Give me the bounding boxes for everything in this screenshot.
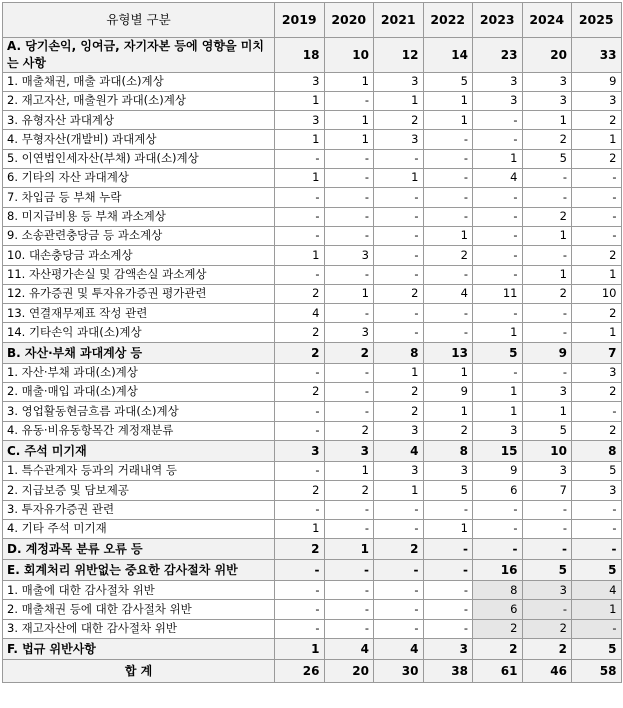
cell-value: 1 [324, 72, 374, 91]
cell-value: 2 [572, 304, 622, 323]
header-year: 2020 [324, 3, 374, 38]
cell-value: 1 [423, 519, 473, 538]
cell-value: 1 [324, 539, 374, 560]
cell-value: 1 [324, 461, 374, 480]
cell-value: - [572, 188, 622, 207]
cell-value: 1 [324, 284, 374, 303]
cell-value: 2 [374, 284, 424, 303]
cell-value: - [275, 207, 325, 226]
cell-value: - [423, 149, 473, 168]
cell-value: 5 [522, 560, 572, 581]
cell-value: - [473, 130, 523, 149]
cell-value: 10 [324, 38, 374, 73]
cell-value: - [374, 188, 424, 207]
table-row [3, 130, 622, 149]
cell-value: 2 [423, 246, 473, 265]
cell-value: - [374, 226, 424, 245]
cell-value: - [324, 519, 374, 538]
cell-value: 2 [572, 421, 622, 440]
cell-value: 1 [324, 111, 374, 130]
cell-value: 2 [275, 323, 325, 342]
cell-value: 3 [473, 72, 523, 91]
cell-value: 3 [423, 639, 473, 660]
cell-value: 1 [572, 130, 622, 149]
cell-value: 5 [423, 72, 473, 91]
cell-value: 2 [473, 619, 523, 638]
cell-value: 3 [275, 440, 325, 461]
total-value: 26 [275, 660, 325, 683]
cell-value: - [374, 500, 424, 519]
cell-value: 3 [473, 421, 523, 440]
cell-value: - [423, 207, 473, 226]
cell-value: 3 [423, 461, 473, 480]
cell-value: 3 [324, 440, 374, 461]
section-row [3, 342, 622, 363]
cell-value: - [572, 402, 622, 421]
cell-value: 7 [522, 481, 572, 500]
cell-value: 4 [374, 639, 424, 660]
cell-value: 1 [522, 111, 572, 130]
cell-value: 3 [522, 91, 572, 110]
table-row [3, 284, 622, 303]
cell-value: 5 [423, 481, 473, 500]
cell-value: - [324, 619, 374, 638]
section-row [3, 560, 622, 581]
cell-value: - [374, 323, 424, 342]
cell-value: - [374, 149, 424, 168]
cell-value: 3 [522, 383, 572, 402]
cell-value: 23 [473, 38, 523, 73]
cell-value: 2 [275, 342, 325, 363]
cell-value: 2 [522, 639, 572, 660]
header-category: 유형별 구분 [3, 3, 275, 38]
row-label: 12. 유가증권 및 투자유가증권 평가관련 [3, 284, 275, 303]
row-label: 6. 기타의 자산 과대계상 [3, 169, 275, 188]
cell-value: - [522, 323, 572, 342]
cell-value: - [522, 500, 572, 519]
cell-value: - [473, 111, 523, 130]
cell-value: 8 [473, 581, 523, 600]
cell-value: 2 [572, 246, 622, 265]
cell-value: 1 [324, 130, 374, 149]
cell-value: - [522, 169, 572, 188]
cell-value: - [324, 149, 374, 168]
cell-value: 9 [572, 72, 622, 91]
cell-value: 13 [423, 342, 473, 363]
cell-value: 2 [572, 383, 622, 402]
row-label: 1. 매출에 대한 감사절차 위반 [3, 581, 275, 600]
cell-value: - [572, 500, 622, 519]
cell-value: - [275, 265, 325, 284]
cell-value: - [374, 600, 424, 619]
cell-value: 2 [374, 402, 424, 421]
section-label: E. 회계처리 위반없는 중요한 감사절차 위반 [3, 560, 275, 581]
cell-value: - [572, 539, 622, 560]
row-label: 8. 미지급비용 등 부채 과소계상 [3, 207, 275, 226]
row-label: 5. 이연법인세자산(부채) 과대(소)계상 [3, 149, 275, 168]
cell-value: 5 [473, 342, 523, 363]
cell-value: 1 [423, 226, 473, 245]
cell-value: - [275, 149, 325, 168]
cell-value: - [275, 421, 325, 440]
cell-value: - [275, 461, 325, 480]
cell-value: - [473, 246, 523, 265]
cell-value: 18 [275, 38, 325, 73]
cell-value: 1 [275, 246, 325, 265]
table-row [3, 304, 622, 323]
table-row [3, 402, 622, 421]
cell-value: - [324, 91, 374, 110]
total-value: 46 [522, 660, 572, 683]
table-row [3, 323, 622, 342]
row-label: 4. 기타 주석 미기재 [3, 519, 275, 538]
table-row [3, 246, 622, 265]
cell-value: 3 [522, 461, 572, 480]
row-label: 4. 유동·비유동항목간 계정재분류 [3, 421, 275, 440]
cell-value: - [473, 265, 523, 284]
cell-value: - [324, 207, 374, 226]
cell-value: 4 [473, 169, 523, 188]
cell-value: - [572, 169, 622, 188]
section-label: A. 당기손익, 잉여금, 자기자본 등에 영향을 미치는 사항 [3, 38, 275, 73]
cell-value: 3 [275, 111, 325, 130]
cell-value: 5 [522, 149, 572, 168]
cell-value: 1 [374, 91, 424, 110]
cell-value: 3 [324, 323, 374, 342]
cell-value: 2 [374, 383, 424, 402]
cell-value: 1 [275, 130, 325, 149]
cell-value: 2 [374, 539, 424, 560]
row-label: 3. 유형자산 과대계상 [3, 111, 275, 130]
total-value: 30 [374, 660, 424, 683]
cell-value: - [324, 226, 374, 245]
cell-value: 12 [374, 38, 424, 73]
cell-value: - [374, 207, 424, 226]
cell-value: 15 [473, 440, 523, 461]
cell-value: 3 [374, 130, 424, 149]
table-row [3, 226, 622, 245]
cell-value: 1 [473, 383, 523, 402]
cell-value: 1 [473, 149, 523, 168]
cell-value: 2 [275, 481, 325, 500]
cell-value: - [522, 363, 572, 382]
header-year: 2025 [572, 3, 622, 38]
table-row [3, 265, 622, 284]
cell-value: - [275, 619, 325, 638]
cell-value: 9 [423, 383, 473, 402]
cell-value: 1 [423, 363, 473, 382]
cell-value: - [324, 188, 374, 207]
cell-value: 2 [572, 111, 622, 130]
row-label: 10. 대손충당금 과소계상 [3, 246, 275, 265]
cell-value: - [522, 304, 572, 323]
table-row [3, 519, 622, 538]
cell-value: 2 [275, 539, 325, 560]
cell-value: 1 [374, 169, 424, 188]
header-row [3, 3, 622, 38]
table-row [3, 421, 622, 440]
cell-value: 4 [572, 581, 622, 600]
table-row [3, 383, 622, 402]
cell-value: 8 [374, 342, 424, 363]
cell-value: 8 [572, 440, 622, 461]
cell-value: - [423, 500, 473, 519]
table-row [3, 363, 622, 382]
row-label: 11. 자산평가손실 및 감액손실 과소계상 [3, 265, 275, 284]
cell-value: 4 [324, 639, 374, 660]
cell-value: 10 [522, 440, 572, 461]
cell-value: - [374, 519, 424, 538]
cell-value: - [324, 500, 374, 519]
cell-value: 1 [522, 226, 572, 245]
cell-value: 3 [473, 91, 523, 110]
cell-value: - [473, 188, 523, 207]
cell-value: - [324, 581, 374, 600]
cell-value: 10 [572, 284, 622, 303]
row-label: 2. 매출채권 등에 대한 감사절차 위반 [3, 600, 275, 619]
table-row [3, 207, 622, 226]
cell-value: - [572, 619, 622, 638]
cell-value: 2 [275, 383, 325, 402]
cell-value: - [423, 188, 473, 207]
cell-value: - [275, 600, 325, 619]
cell-value: - [324, 304, 374, 323]
cell-value: 1 [522, 265, 572, 284]
cell-value: - [473, 519, 523, 538]
cell-value: - [423, 539, 473, 560]
cell-value: 3 [572, 363, 622, 382]
cell-value: 1 [275, 639, 325, 660]
cell-value: 3 [522, 72, 572, 91]
cell-value: 3 [374, 421, 424, 440]
section-row [3, 639, 622, 660]
section-row [3, 38, 622, 73]
cell-value: - [423, 130, 473, 149]
total-value: 38 [423, 660, 473, 683]
cell-value: 9 [522, 342, 572, 363]
cell-value: - [522, 539, 572, 560]
cell-value: - [423, 560, 473, 581]
cell-value: - [473, 207, 523, 226]
table-row [3, 111, 622, 130]
cell-value: 1 [473, 402, 523, 421]
cell-value: 1 [374, 481, 424, 500]
cell-value: - [374, 619, 424, 638]
cell-value: - [423, 265, 473, 284]
cell-value: - [275, 560, 325, 581]
row-label: 3. 영업활동현금흐름 과대(소)계상 [3, 402, 275, 421]
table-row [3, 91, 622, 110]
cell-value: 3 [522, 581, 572, 600]
header-year: 2024 [522, 3, 572, 38]
section-label: B. 자산·부채 과대계상 등 [3, 342, 275, 363]
table-row [3, 188, 622, 207]
cell-value: 2 [522, 619, 572, 638]
cell-value: 11 [473, 284, 523, 303]
cell-value: - [522, 519, 572, 538]
total-label: 합 계 [3, 660, 275, 683]
cell-value: - [275, 188, 325, 207]
cell-value: - [324, 560, 374, 581]
cell-value: - [374, 581, 424, 600]
cell-value: 1 [275, 91, 325, 110]
row-label: 4. 무형자산(개발비) 과대계상 [3, 130, 275, 149]
cell-value: 2 [423, 421, 473, 440]
cell-value: 20 [522, 38, 572, 73]
total-row [3, 660, 622, 683]
cell-value: 1 [572, 600, 622, 619]
cell-value: - [374, 246, 424, 265]
cell-value: - [374, 304, 424, 323]
cell-value: 2 [473, 639, 523, 660]
table-row [3, 72, 622, 91]
cell-value: - [473, 226, 523, 245]
cell-value: 2 [324, 421, 374, 440]
table-row [3, 581, 622, 600]
cell-value: 2 [522, 284, 572, 303]
section-label: D. 계정과목 분류 오류 등 [3, 539, 275, 560]
section-row [3, 539, 622, 560]
cell-value: - [473, 500, 523, 519]
row-label: 3. 투자유가증권 관련 [3, 500, 275, 519]
table-row [3, 619, 622, 638]
cell-value: 16 [473, 560, 523, 581]
cell-value: - [324, 265, 374, 284]
cell-value: 1 [423, 91, 473, 110]
cell-value: - [423, 169, 473, 188]
cell-value: - [324, 169, 374, 188]
cell-value: 5 [572, 560, 622, 581]
section-label: F. 법규 위반사항 [3, 639, 275, 660]
cell-value: - [324, 363, 374, 382]
cell-value: - [473, 539, 523, 560]
cell-value: - [572, 519, 622, 538]
row-label: 2. 매출·매입 과대(소)계상 [3, 383, 275, 402]
cell-value: - [275, 500, 325, 519]
cell-value: 1 [275, 519, 325, 538]
cell-value: 7 [572, 342, 622, 363]
row-label: 1. 특수관계자 등과의 거래내역 등 [3, 461, 275, 480]
cell-value: 5 [572, 639, 622, 660]
row-label: 2. 재고자산, 매출원가 과대(소)계상 [3, 91, 275, 110]
cell-value: - [275, 581, 325, 600]
cell-value: 1 [473, 323, 523, 342]
cell-value: 2 [522, 130, 572, 149]
total-value: 20 [324, 660, 374, 683]
cell-value: - [275, 226, 325, 245]
cell-value: 3 [324, 246, 374, 265]
cell-value: - [324, 383, 374, 402]
cell-value: 4 [275, 304, 325, 323]
cell-value: - [324, 600, 374, 619]
table-row [3, 600, 622, 619]
cell-value: 2 [324, 342, 374, 363]
row-label: 1. 매출채권, 매출 과대(소)계상 [3, 72, 275, 91]
table-body [3, 38, 622, 660]
cell-value: 2 [374, 111, 424, 130]
header-year: 2019 [275, 3, 325, 38]
cell-value: 1 [423, 402, 473, 421]
row-label: 14. 기타손익 과대(소)계상 [3, 323, 275, 342]
cell-value: 2 [324, 481, 374, 500]
cell-value: 3 [275, 72, 325, 91]
cell-value: 1 [423, 111, 473, 130]
cell-value: 6 [473, 600, 523, 619]
header-year: 2021 [374, 3, 424, 38]
cell-value: - [473, 304, 523, 323]
cell-value: 3 [572, 91, 622, 110]
row-label: 2. 지급보증 및 담보제공 [3, 481, 275, 500]
cell-value: - [374, 560, 424, 581]
table-row [3, 481, 622, 500]
cell-value: 2 [522, 207, 572, 226]
cell-value: 5 [522, 421, 572, 440]
cell-value: - [572, 226, 622, 245]
cell-value: - [324, 402, 374, 421]
cell-value: 14 [423, 38, 473, 73]
cell-value: - [522, 246, 572, 265]
cell-value: 8 [423, 440, 473, 461]
cell-value: 4 [423, 284, 473, 303]
cell-value: - [522, 600, 572, 619]
row-label: 9. 소송관련충당금 등 과소계상 [3, 226, 275, 245]
cell-value: - [423, 600, 473, 619]
row-label: 13. 연결재무제표 작성 관련 [3, 304, 275, 323]
cell-value: 1 [572, 265, 622, 284]
cell-value: - [423, 304, 473, 323]
violation-type-table [2, 2, 622, 683]
header-year: 2023 [473, 3, 523, 38]
cell-value: 9 [473, 461, 523, 480]
cell-value: 2 [275, 284, 325, 303]
cell-value: - [275, 402, 325, 421]
cell-value: 33 [572, 38, 622, 73]
table-row [3, 169, 622, 188]
cell-value: - [374, 265, 424, 284]
cell-value: - [275, 363, 325, 382]
row-label: 1. 자산·부채 과대(소)계상 [3, 363, 275, 382]
row-label: 7. 차입금 등 부채 누락 [3, 188, 275, 207]
cell-value: 1 [374, 363, 424, 382]
table-row [3, 149, 622, 168]
cell-value: 1 [522, 402, 572, 421]
total-value: 58 [572, 660, 622, 683]
cell-value: 3 [374, 461, 424, 480]
cell-value: 2 [572, 149, 622, 168]
section-row [3, 440, 622, 461]
cell-value: 1 [275, 169, 325, 188]
cell-value: 3 [374, 72, 424, 91]
section-label: C. 주석 미기재 [3, 440, 275, 461]
cell-value: 3 [572, 481, 622, 500]
header-year: 2022 [423, 3, 473, 38]
cell-value: - [572, 207, 622, 226]
cell-value: - [423, 581, 473, 600]
table-row [3, 500, 622, 519]
cell-value: - [473, 363, 523, 382]
cell-value: - [423, 619, 473, 638]
cell-value: 1 [572, 323, 622, 342]
total-value: 61 [473, 660, 523, 683]
cell-value: - [522, 188, 572, 207]
row-label: 3. 재고자산에 대한 감사절차 위반 [3, 619, 275, 638]
cell-value: 6 [473, 481, 523, 500]
cell-value: 5 [572, 461, 622, 480]
cell-value: 4 [374, 440, 424, 461]
cell-value: - [423, 323, 473, 342]
table-row [3, 461, 622, 480]
